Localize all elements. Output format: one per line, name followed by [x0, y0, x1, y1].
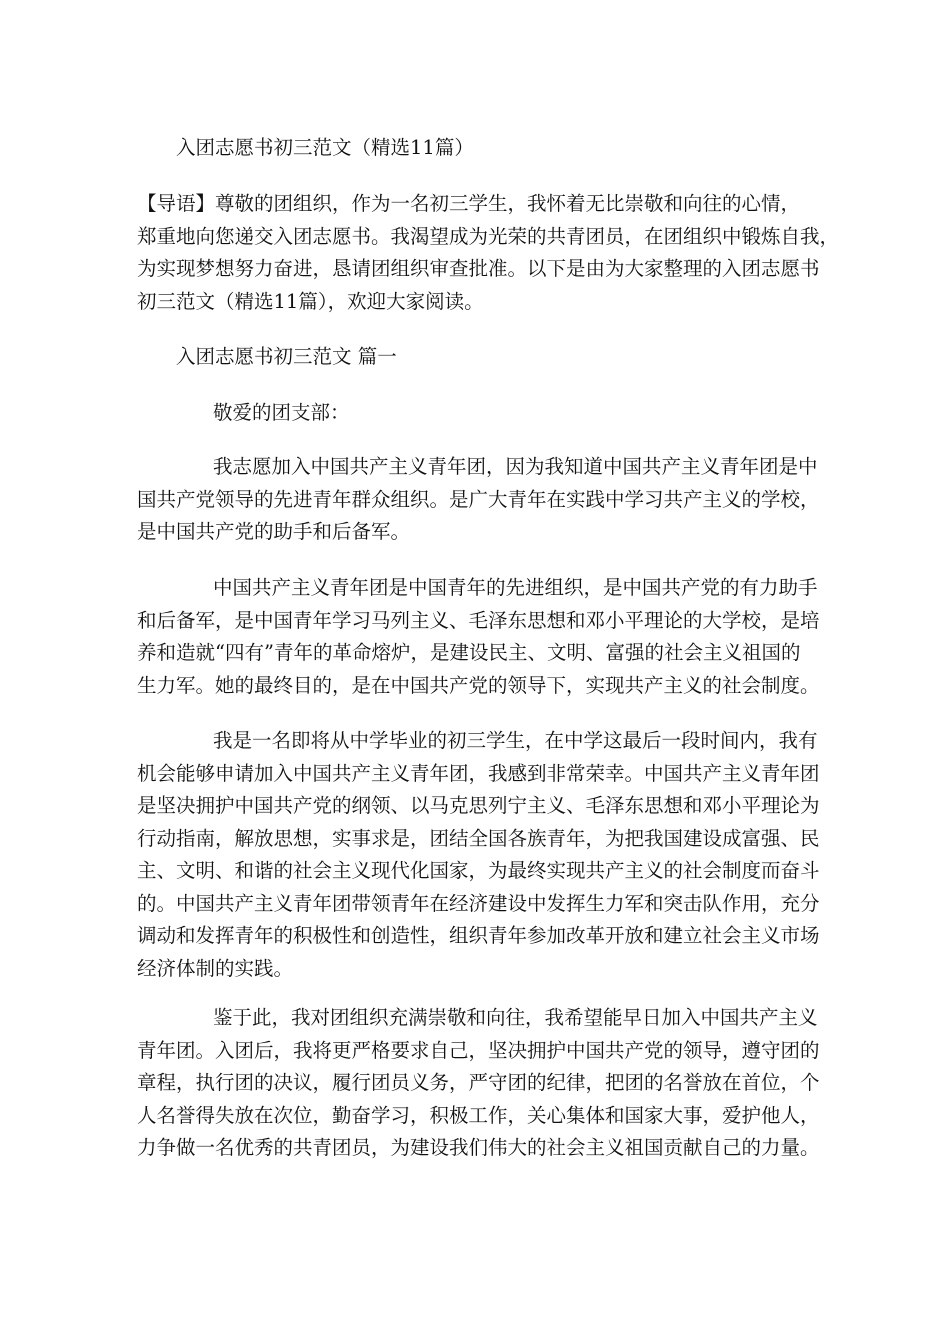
- intro-line: 初三范文（精选11篇），欢迎大家阅读。: [137, 289, 484, 313]
- paragraph-line: 国共产党领导的先进青年群众组织。是广大青年在实践中学习共产主义的学校，: [137, 487, 820, 511]
- paragraph-line: 我志愿加入中国共产主义青年团，因为我知道中国共产主义青年团是中: [213, 455, 818, 478]
- document-title: 入团志愿书初三范文（精选11篇）: [176, 136, 474, 159]
- paragraph-line: 章程，执行团的决议，履行团员义务，严守团的纪律，把团的名誉放在首位，个: [137, 1071, 820, 1094]
- paragraph-line: 是中国共产党的助手和后备军。: [137, 520, 411, 543]
- paragraph-line: 中国共产主义青年团是中国青年的先进组织，是中国共产党的有力助手: [213, 576, 818, 599]
- body-paragraph-4: [137, 1002, 820, 1165]
- paragraph-line: 经济体制的实践。: [137, 956, 294, 980]
- intro-line: 为实现梦想努力奋进，恳请团组织审查批准。以下是由为大家整理的入团志愿书: [137, 257, 820, 280]
- paragraph-line: 我是一名即将从中学毕业的初三学生，在中学这最后一段时间内，我有: [213, 729, 818, 752]
- body-paragraph-2: [137, 572, 820, 702]
- paragraph-line: 机会能够申请加入中国共产主义青年团，我感到非常荣幸。中国共产主义青年团: [137, 761, 820, 785]
- paragraph-line: 调动和发挥青年的积极性和创造性，组织青年参加改革开放和建立社会主义市场: [137, 924, 820, 947]
- intro-paragraph: [137, 188, 840, 318]
- paragraph-line: 鉴于此，我对团组织充满崇敬和向往，我希望能早日加入中国共产主义: [213, 1006, 818, 1029]
- body-paragraph-1: [137, 451, 820, 549]
- body-paragraph-3: [137, 725, 820, 985]
- intro-line: 【导语】尊敬的团组织，作为一名初三学生，我怀着无比崇敬和向往的心情，: [137, 192, 801, 215]
- paragraph-line: 青年团。入团后，我将更严格要求自己，坚决拥护中国共产党的领导，遵守团的: [137, 1038, 820, 1062]
- paragraph-line: 力争做一名优秀的共青团员，为建设我们伟大的社会主义祖国贡献自己的力量。: [137, 1136, 820, 1159]
- paragraph-line: 和后备军，是中国青年学习马列主义、毛泽东思想和邓小平理论的大学校，是培: [137, 608, 820, 632]
- salutation: 敬爱的团支部：: [213, 401, 350, 424]
- paragraph-line: 人名誉得失放在次位，勤奋学习，积极工作，关心集体和国家大事，爱护他人，: [137, 1103, 820, 1127]
- paragraph-line: 行动指南，解放思想，实事求是，团结全国各族青年，为把我国建设成富强、民: [137, 826, 820, 850]
- paragraph-line: 的。中国共产主义青年团带领青年在经济建设中发挥生力军和突击队作用，充分: [137, 891, 820, 915]
- paragraph-line: 生力军。她的最终目的，是在中国共产党的领导下，实现共产主义的社会制度。: [137, 673, 820, 697]
- intro-line: 郑重地向您递交入团志愿书。我渴望成为光荣的共青团员，在团组织中锻炼自我，: [137, 224, 840, 248]
- paragraph-line: 主、文明、和谐的社会主义现代化国家，为最终实现共产主义的社会制度而奋斗: [137, 859, 820, 882]
- section-title: 入团志愿书初三范文 篇一: [176, 345, 397, 368]
- paragraph-line: 是坚决拥护中国共产党的纲领、以马克思列宁主义、毛泽东思想和邓小平理论为: [137, 794, 820, 817]
- paragraph-line: 养和造就“四有”青年的革命熔炉，是建设民主、文明、富强的社会主义祖国的: [137, 641, 801, 664]
